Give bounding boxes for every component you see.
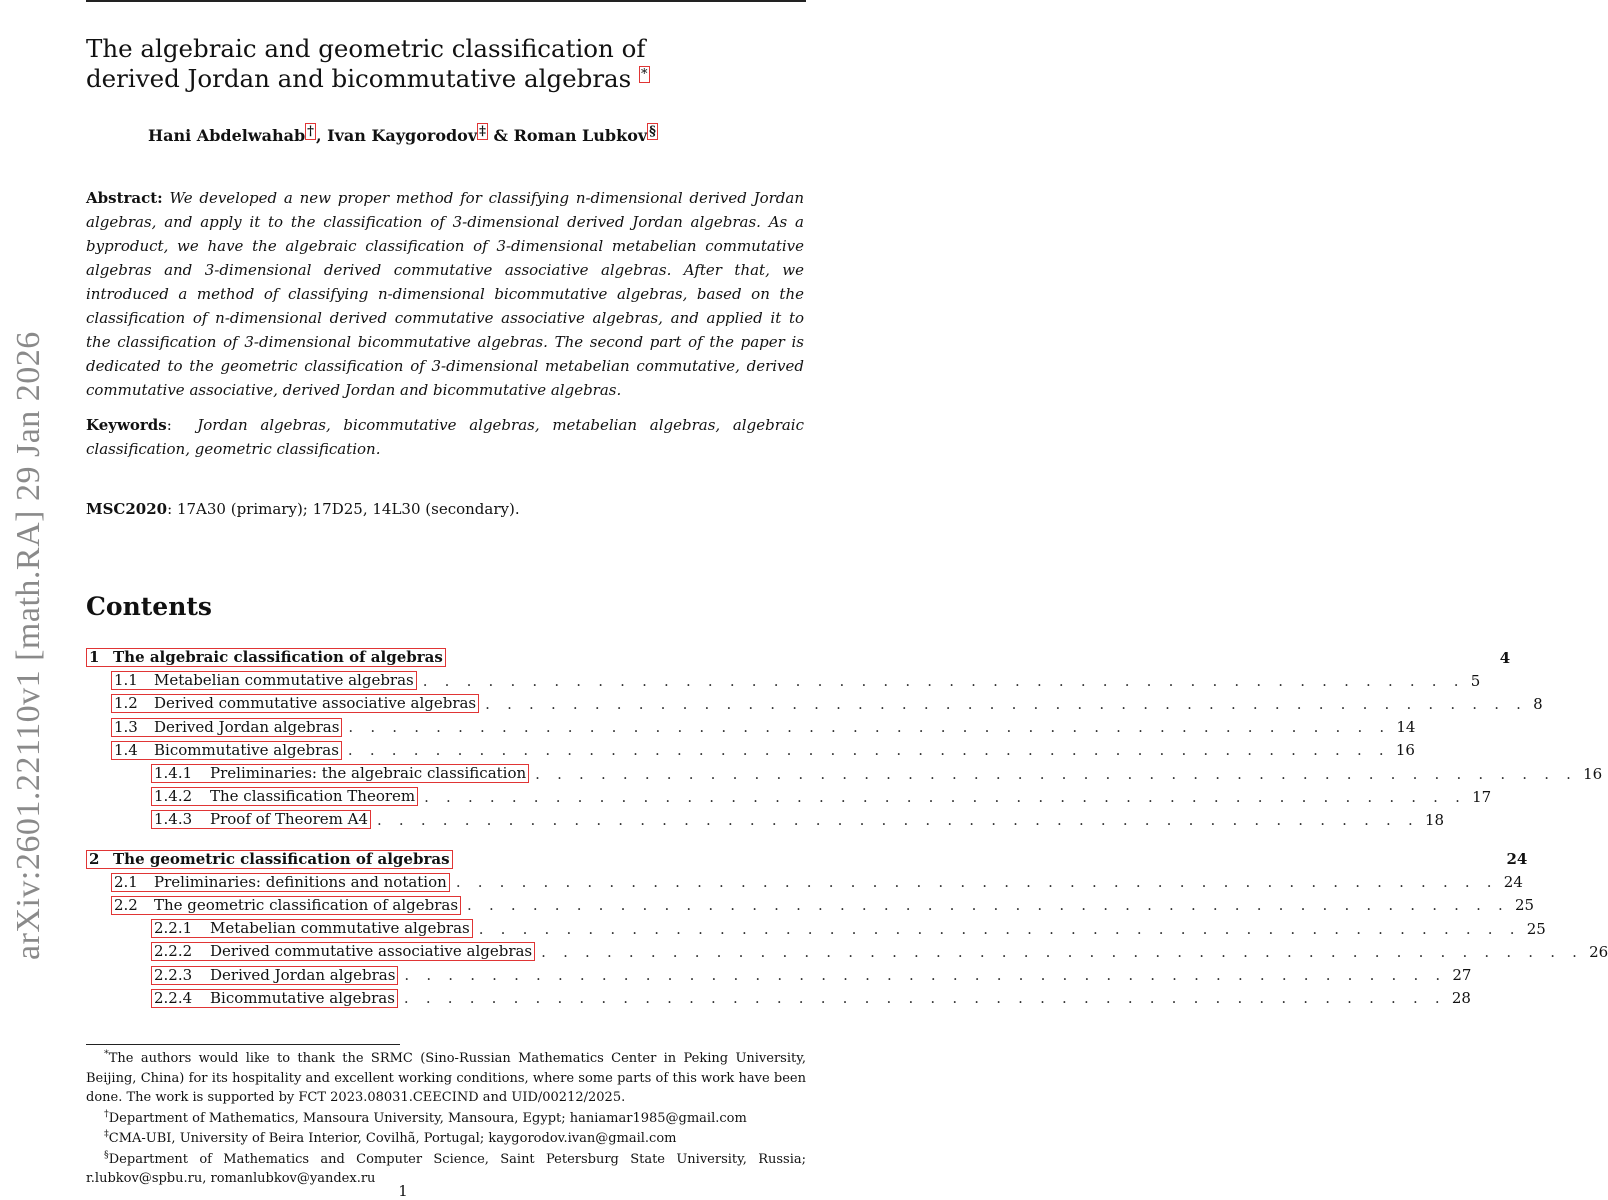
toc-title: Metabelian commutative algebras xyxy=(154,671,414,690)
toc-title: Proof of Theorem A4 xyxy=(210,810,368,829)
toc-page: 5 xyxy=(1470,671,1481,690)
toc-number: 2.2 xyxy=(114,895,138,914)
toc-title: The geometric classification of algebras xyxy=(154,895,459,914)
toc-subsection[interactable] xyxy=(86,669,1481,692)
footnote-mark: § xyxy=(104,1149,109,1161)
author-footnote-link[interactable]: ‡ xyxy=(479,123,486,139)
abstract xyxy=(86,186,804,402)
toc-number: 2.2.3 xyxy=(154,965,193,984)
toc-number: 1.4.2 xyxy=(154,787,193,806)
toc-subsection[interactable] xyxy=(86,739,1415,762)
footnote-text: Department of Mathematics, Mansoura University, Mansoura, Egypt; haniamar1985@gmail.com xyxy=(108,1110,747,1126)
toc-subsubsection[interactable] xyxy=(86,987,1471,1010)
top-rule xyxy=(86,0,806,2)
toc-title: The algebraic classification of algebras xyxy=(113,648,443,667)
toc-link[interactable] xyxy=(111,694,479,713)
author-list xyxy=(0,123,806,145)
abstract-label: Abstract: xyxy=(86,189,163,207)
toc-page: 4 xyxy=(1499,648,1511,667)
toc-number: 1 xyxy=(89,648,100,667)
paper-title xyxy=(86,34,776,94)
toc-number: 2.2.4 xyxy=(154,988,193,1007)
toc-title: Derived Jordan algebras xyxy=(210,965,396,984)
toc-page: 26 xyxy=(1589,942,1608,961)
toc-page: 18 xyxy=(1424,810,1445,829)
toc-number: 2.1 xyxy=(114,872,138,891)
toc-link[interactable] xyxy=(111,873,450,892)
footnote-mark: † xyxy=(104,1108,109,1120)
toc-link[interactable] xyxy=(86,850,453,869)
author-name: Roman Lubkov xyxy=(513,126,648,145)
toc-page: 8 xyxy=(1533,694,1543,713)
toc-link[interactable] xyxy=(111,671,417,690)
toc-leader: . . . . . . . . . . . . . . . . . . . . . . . . . . . . . . . . . . . . . . . . . . . . . . . . xyxy=(424,787,1467,806)
author-footnote-link[interactable]: † xyxy=(307,123,314,139)
table-of-contents xyxy=(86,646,1608,1010)
toc-subsubsection[interactable] xyxy=(86,762,1603,785)
footnote-text: The authors would like to thank the SRMC (Sino-Russian Mathematics Center in Peking University, Beijing, China) for its hospitality and excellent working conditions, where some parts of this work have been done. The work is supported by FCT 2023.08031.CEECIND and UID/00212/2025. xyxy=(86,1051,806,1105)
toc-title: The geometric classification of algebras xyxy=(113,849,450,868)
toc-page: 25 xyxy=(1515,896,1535,915)
toc-page: 27 xyxy=(1452,966,1472,985)
toc-number: 1.1 xyxy=(114,671,138,690)
toc-title: Bicommutative algebras xyxy=(154,740,339,759)
toc-title: Derived Jordan algebras xyxy=(154,717,340,736)
toc-number: 1.4 xyxy=(114,740,138,759)
toc-number: 1.4.1 xyxy=(154,764,193,783)
author-separator: & xyxy=(487,126,514,145)
toc-title: Preliminaries: definitions and notation xyxy=(154,872,447,891)
footnote-text: Department of Mathematics and Computer Science, Saint Petersburg State University, Russia; r.lubkov@spbu.ru, romanlubkov@yandex.ru xyxy=(86,1151,806,1186)
toc-leader: . . . . . . . . . . . . . . . . . . . . . . . . . . . . . . . . . . . . . . . . . . . . . . . . xyxy=(485,694,1528,713)
msc-text: : 17A30 (primary); 17D25, 14L30 (secondary). xyxy=(167,500,520,518)
toc-leader: . . . . . . . . . . . . . . . . . . . . . . . . . . . . . . . . . . . . . . . . . . . . . . . . xyxy=(404,966,1447,985)
author-footnote-link[interactable]: § xyxy=(649,123,656,139)
toc-leader: . . . . . . . . . . . . . . . . . . . . . . . . . . . . . . . . . . . . . . . . . . . . . . . . xyxy=(422,671,1465,690)
toc-link[interactable] xyxy=(151,919,473,938)
toc-number: 2.2.2 xyxy=(154,942,193,961)
toc-leader: . . . . . . . . . . . . . . . . . . . . . . . . . . . . . . . . . . . . . . . . . . . . . . . . xyxy=(347,741,1390,760)
author-name: Hani Abdelwahab xyxy=(148,126,306,145)
toc-number: 2.2.1 xyxy=(154,919,193,938)
msc-classification xyxy=(86,500,520,518)
toc-page: 14 xyxy=(1396,718,1416,737)
toc-link[interactable] xyxy=(86,648,446,667)
toc-subsection[interactable] xyxy=(86,894,1535,917)
footnote-mark: ‡ xyxy=(104,1128,109,1140)
toc-page: 16 xyxy=(1583,764,1603,783)
page-number: 1 xyxy=(398,1182,408,1200)
abstract-text: We developed a new proper method for classifying n-dimensional derived Jordan algebras, and apply it to the classification of 3-dimensional derived Jordan algebras. As a byproduct, we have the algebraic classification of 3-dimensional metabelian commutative algebras and 3-dimensional derived commutative associative algebras. After that, we introduced a method of classifying n-dimensional bicommutative algebras, based on the classification of n-dimensional derived commutative associative algebras, and applied it to the classification of 3-dimensional bicommutative algebras. The second part of the paper is dedicated to the geometric classification of 3-dimensional metabelian commutative, derived commutative associative, derived Jordan and bicommutative algebras. xyxy=(86,189,804,399)
toc-subsubsection[interactable] xyxy=(86,963,1472,986)
toc-subsubsection[interactable] xyxy=(86,808,1445,831)
author-separator: , xyxy=(315,126,328,145)
toc-subsubsection[interactable] xyxy=(86,917,1546,940)
toc-page: 24 xyxy=(1506,850,1528,869)
footnote xyxy=(86,1129,806,1149)
toc-leader: . . . . . . . . . . . . . . . . . . . . . . . . . . . . . . . . . . . . . . . . . . . . . . . . xyxy=(348,718,1391,737)
toc-link[interactable] xyxy=(151,810,371,829)
title-line-1: The algebraic and geometric classification of xyxy=(86,34,646,63)
toc-title: Metabelian commutative algebras xyxy=(210,919,470,938)
toc-title: Derived commutative associative algebras xyxy=(210,942,533,961)
toc-leader: . . . . . . . . . . . . . . . . . . . . . . . . . . . . . . . . . . . . . . . . . . . . . . . . xyxy=(403,989,1446,1008)
footnotes xyxy=(86,1049,806,1190)
toc-title: The classification Theorem xyxy=(210,787,416,806)
toc-leader: . . . . . . . . . . . . . . . . . . . . . . . . . . . . . . . . . . . . . . . . . . . . . . . . xyxy=(467,896,1510,915)
toc-subsection[interactable] xyxy=(86,871,1523,894)
toc-link[interactable] xyxy=(151,787,418,806)
footnote-text: CMA-UBI, University of Beira Interior, Covilhã, Portugal; kaygorodov.ivan@gmail.com xyxy=(108,1131,677,1146)
toc-subsection[interactable] xyxy=(86,716,1416,739)
toc-number: 1.2 xyxy=(114,694,138,713)
toc-link[interactable] xyxy=(111,718,342,737)
toc-section[interactable] xyxy=(86,646,1511,669)
footnote xyxy=(86,1049,806,1108)
toc-subsubsection[interactable] xyxy=(86,940,1608,963)
toc-title: Derived commutative associative algebras xyxy=(154,694,477,713)
msc-label: MSC2020 xyxy=(86,500,168,518)
toc-leader: . . . . . . . . . . . . . . . . . . . . . . . . . . . . . . . . . . . . . . . . . . . . . . . . xyxy=(541,942,1584,961)
footnote-mark: * xyxy=(104,1048,109,1060)
author-name: Ivan Kaygorodov xyxy=(327,126,478,145)
toc-leader: . . . . . . . . . . . . . . . . . . . . . . . . . . . . . . . . . . . . . . . . . . . . . . . . xyxy=(376,810,1419,829)
arxiv-stamp: arXiv:2601.22110v1 [math.RA] 29 Jan 2026 xyxy=(10,331,47,960)
toc-link[interactable] xyxy=(151,764,529,783)
toc-number: 2 xyxy=(89,849,100,868)
keywords: Keywords: Jordan algebras, bicommutative algebras, metabelian algebras, algebraic classification, geometric classification. xyxy=(86,416,805,458)
toc-link[interactable] xyxy=(111,741,342,760)
toc-title: Bicommutative algebras xyxy=(210,988,395,1007)
keywords-text: Jordan algebras, bicommutative algebras, metabelian algebras, algebraic classification, geometric classification. xyxy=(86,416,805,458)
toc-leader: . . . . . . . . . . . . . . . . . . . . . . . . . . . . . . . . . . . . . . . . . . . . . . . . xyxy=(455,873,1498,892)
toc-link[interactable] xyxy=(151,942,535,961)
toc-page: 28 xyxy=(1451,989,1471,1008)
toc-link[interactable] xyxy=(151,966,398,985)
toc-leader: . . . . . . . . . . . . . . . . . . . . . . . . . . . . . . . . . . . . . . . . . . . . . . . . xyxy=(478,919,1521,938)
toc-link[interactable] xyxy=(151,989,398,1008)
title-line-2 xyxy=(86,64,776,94)
toc-page: 16 xyxy=(1395,741,1415,760)
toc-page: 24 xyxy=(1503,873,1523,892)
toc-leader: . . . . . . . . . . . . . . . . . . . . . . . . . . . . . . . . . . . . . . . . . . . . . . . . xyxy=(535,764,1578,783)
toc-page: 25 xyxy=(1526,919,1546,938)
toc-subsection[interactable] xyxy=(86,692,1543,715)
toc-subsubsection[interactable] xyxy=(86,785,1492,808)
toc-section[interactable] xyxy=(86,848,1528,871)
footnote xyxy=(86,1109,806,1129)
toc-title: Preliminaries: the algebraic classification xyxy=(210,764,527,783)
toc-link[interactable] xyxy=(111,896,461,915)
contents-heading: Contents xyxy=(86,592,213,621)
title-footnote-link[interactable]: * xyxy=(641,66,648,82)
title-line-2-text: derived Jordan and bicommutative algebras xyxy=(86,64,632,93)
footnote-rule xyxy=(86,1044,400,1045)
keywords-label: Keywords xyxy=(86,416,167,434)
toc-page: 17 xyxy=(1472,787,1492,806)
toc-number: 1.4.3 xyxy=(154,810,193,829)
toc-number: 1.3 xyxy=(114,717,138,736)
